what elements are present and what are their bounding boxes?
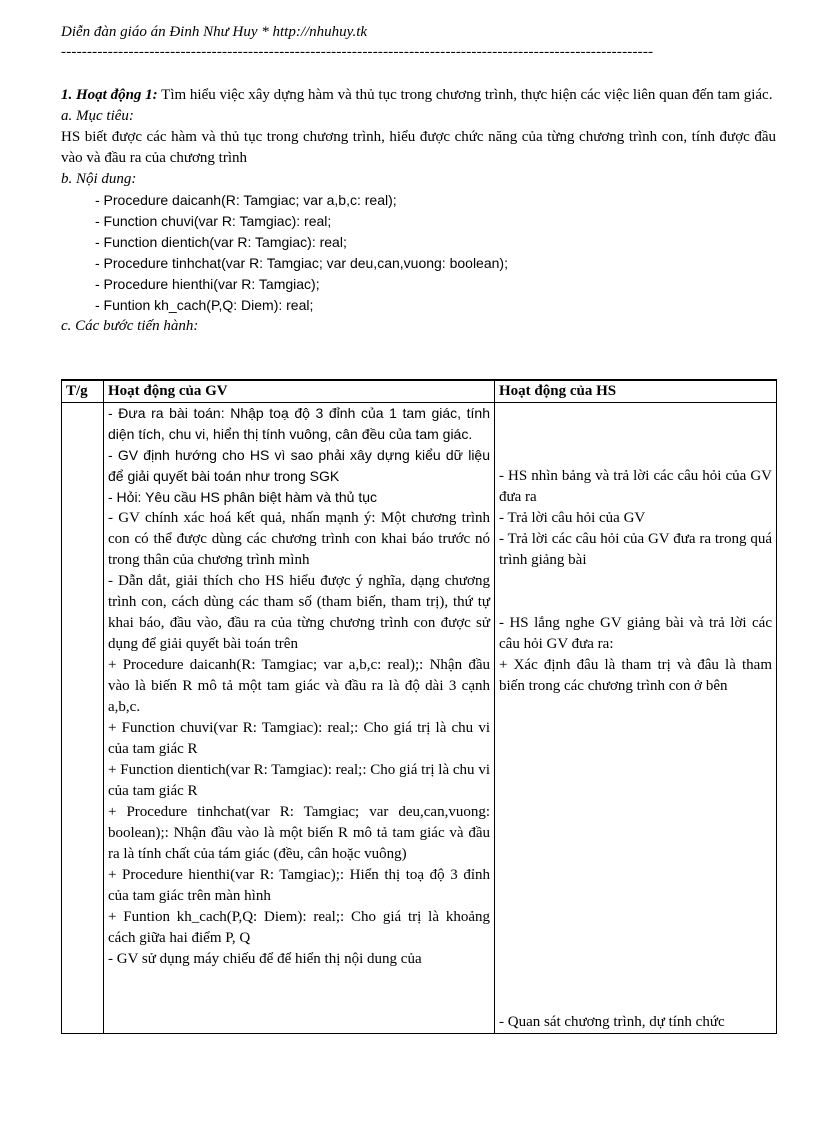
hs-step: - Quan sát chương trình, dự tính chức bbox=[499, 1014, 725, 1030]
header-divider: ------------------------------------------------------------------------------------------------------------------ bbox=[61, 44, 654, 60]
hs-step: + Xác định đâu là tham trị và đâu là tham biến trong các chương trình con ở bên bbox=[499, 657, 772, 694]
goal-text: HS biết được các hàm và thủ tục trong chương trình, hiểu được chức năng của từng chương trình con, tính được đầu vào và đầu ra của chương trình bbox=[61, 129, 776, 166]
table-row bbox=[62, 403, 777, 1034]
goal-label: a. Mục tiêu: bbox=[61, 108, 134, 124]
gv-step: + Procedure daicanh(R: Tamgiac; var a,b,c: real);: Nhận đầu vào là biến R mô tả một tam giác và đầu ra là độ dài 3 cạnh a,b,c. bbox=[108, 657, 490, 715]
steps-label: c. Các bước tiến hành: bbox=[61, 318, 199, 334]
activity-title: 1. Hoạt động 1: bbox=[61, 87, 158, 103]
gv-step: - Dẫn dắt, giải thích cho HS hiểu được ý nghĩa, dạng chương trình con, cách dùng các tham số (tham biến, tham trị), thứ tự khai báo, đầu vào, đầu ra của từng chương trình con được sử dụng để giải quyết bài toán trên bbox=[108, 573, 490, 652]
gv-cell bbox=[104, 403, 495, 1034]
hs-cell bbox=[495, 403, 777, 1034]
content-item: - Funtion kh_cach(P,Q: Diem): real; bbox=[95, 297, 314, 313]
hs-spacer bbox=[499, 403, 772, 466]
hs-step: - Trả lời câu hỏi của GV bbox=[499, 510, 646, 526]
content-item: - Procedure tinhchat(var R: Tamgiac; var deu,can,vuong: boolean); bbox=[95, 255, 508, 271]
page-header bbox=[61, 22, 776, 62]
header-time: T/g bbox=[62, 380, 104, 403]
gv-step: - Hỏi: Yêu cầu HS phân biệt hàm và thủ tục bbox=[108, 489, 378, 505]
lesson-content bbox=[61, 85, 776, 337]
gv-step: + Funtion kh_cach(P,Q: Diem): real;: Cho giá trị là khoảng cách giữa hai điểm P, Q bbox=[108, 909, 490, 946]
table-header-row bbox=[62, 380, 777, 403]
hs-step: - HS nhìn bảng và trả lời các câu hỏi của GV đưa ra bbox=[499, 468, 772, 505]
gv-step: - GV sử dụng máy chiếu để để hiển thị nội dung của bbox=[108, 951, 422, 967]
activity-heading bbox=[61, 85, 776, 106]
hs-spacer bbox=[499, 697, 772, 1012]
activity-text: Tìm hiểu việc xây dựng hàm và thủ tục trong chương trình, thực hiện các việc liên quan đến tam giác. bbox=[157, 87, 773, 103]
content-label: b. Nội dung: bbox=[61, 171, 137, 187]
gv-step: + Procedure tinhchat(var R: Tamgiac; var deu,can,vuong: boolean);: Nhận đầu vào là một biến R mô tả tam giác và đầu ra là tính chất của tám giác (đều, cân hoặc vuông) bbox=[108, 804, 490, 862]
activity-table bbox=[61, 379, 777, 1034]
content-item: - Function dientich(var R: Tamgiac): real; bbox=[95, 234, 347, 250]
header-title: Diễn đàn giáo án Đinh Như Huy * http://nhuhuy.tk bbox=[61, 24, 368, 40]
gv-step: - Đưa ra bài toán: Nhập toạ độ 3 đỉnh của 1 tam giác, tính diện tích, chu vi, hiển thị tính vuông, cân đều của tam giác. bbox=[108, 405, 490, 442]
gv-step: - GV chính xác hoá kết quả, nhấn mạnh ý: Một chương trình con có thể được dùng các chương trình con khai báo trước nó trong thân của chương trình mình bbox=[108, 510, 490, 568]
content-item: - Procedure hienthi(var R: Tamgiac); bbox=[95, 276, 320, 292]
header-hs: Hoạt động của HS bbox=[495, 380, 777, 403]
gv-step: + Function dientich(var R: Tamgiac): real;: Cho giá trị là chu vi của tam giác R bbox=[108, 762, 490, 799]
gv-step: + Function chuvi(var R: Tamgiac): real;: Cho giá trị là chu vi của tam giác R bbox=[108, 720, 490, 757]
hs-spacer bbox=[499, 571, 772, 613]
gv-step: - GV định hướng cho HS vì sao phải xây dựng kiểu dữ liệu để giải quyết bài toán như trong SGK bbox=[108, 447, 490, 484]
gv-step: + Procedure hienthi(var R: Tamgiac);: Hiển thị toạ độ 3 đỉnh của tam giác trên màn hình bbox=[108, 867, 490, 904]
hs-step: - Trả lời các câu hỏi của GV đưa ra trong quá trình giảng bài bbox=[499, 531, 772, 568]
header-gv: Hoạt động của GV bbox=[104, 380, 495, 403]
time-cell bbox=[62, 403, 104, 1034]
content-item: - Procedure daicanh(R: Tamgiac; var a,b,c: real); bbox=[95, 192, 397, 208]
hs-step: - HS lắng nghe GV giảng bài và trả lời các câu hỏi GV đưa ra: bbox=[499, 615, 772, 652]
content-item: - Function chuvi(var R: Tamgiac): real; bbox=[95, 213, 332, 229]
